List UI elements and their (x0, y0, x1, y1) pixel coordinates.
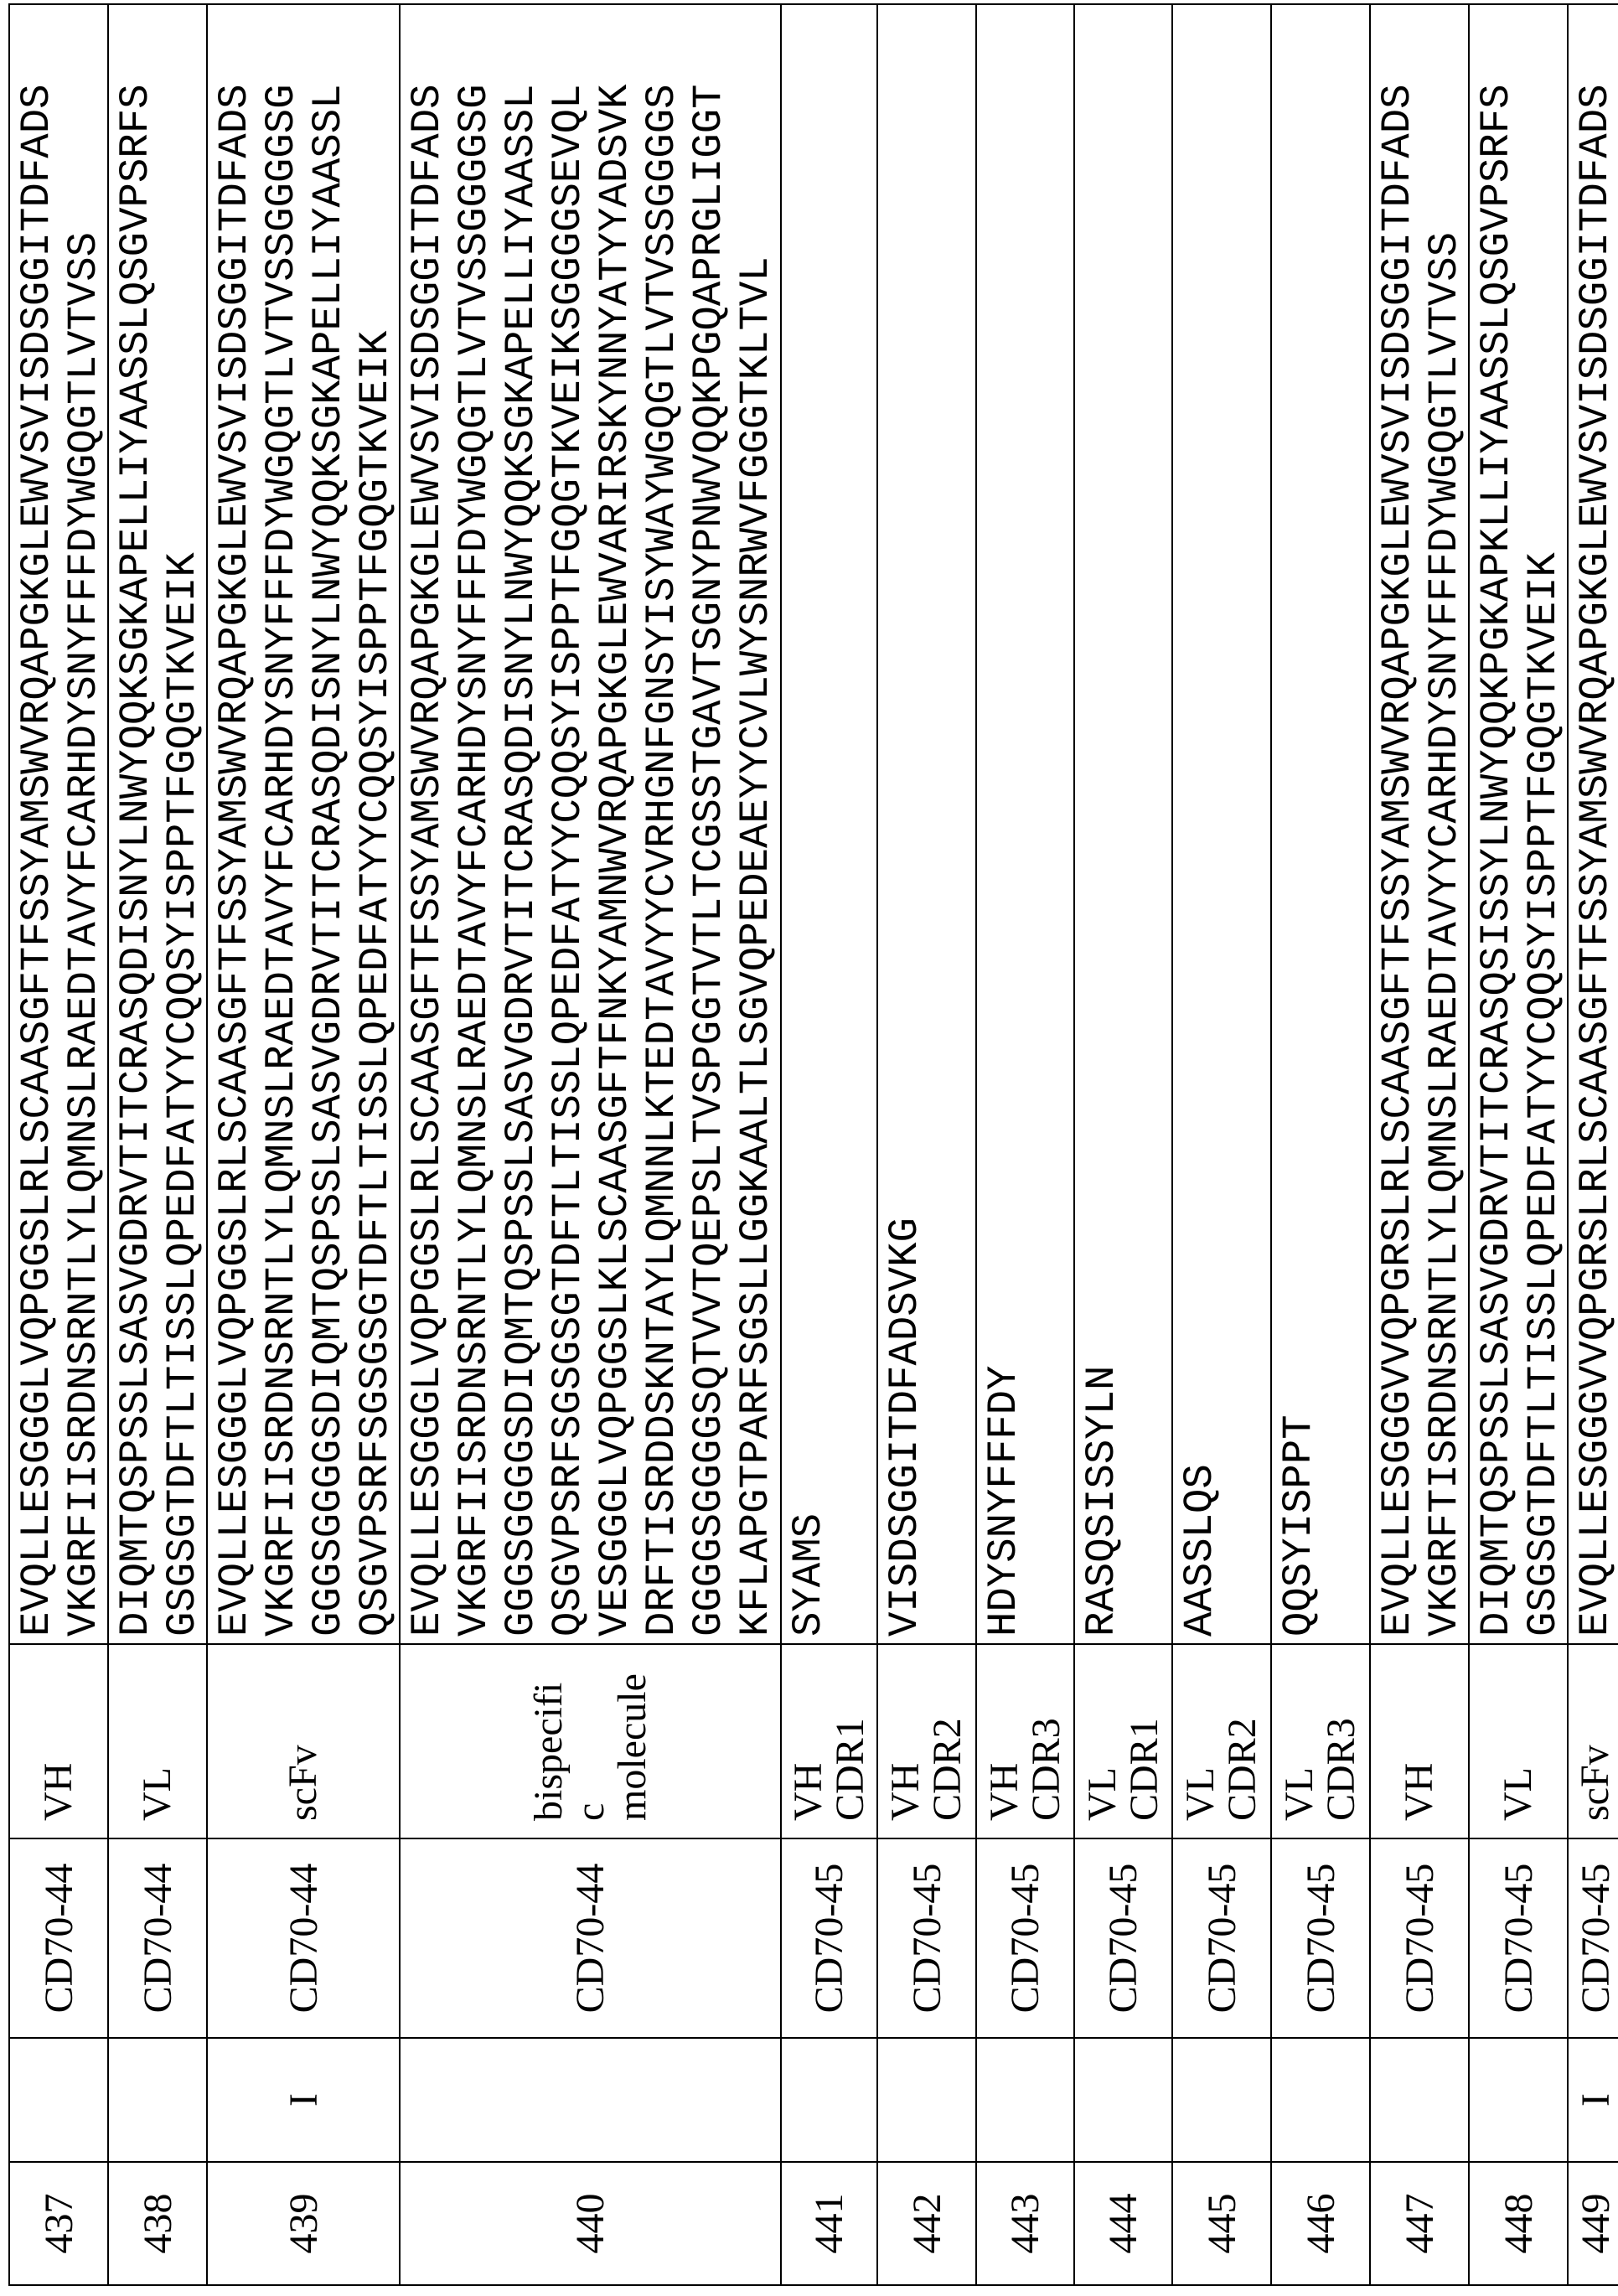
table-row (207, 4, 400, 2285)
sequence-cell (207, 4, 400, 1644)
sequence-table (8, 3, 1618, 2286)
table-row (1370, 4, 1469, 2285)
region-type: VL (1497, 1670, 1539, 1821)
seq-id-number: 444 (1074, 2162, 1172, 2285)
antibody-name: CD70-44 (9, 1838, 108, 2038)
mark-cell (976, 2038, 1074, 2162)
region-type: VH CDR3 (984, 1670, 1067, 1821)
region-type-cell (1271, 1644, 1370, 1838)
region-type: scFv (1574, 1670, 1616, 1821)
mark-cell (1172, 2038, 1271, 2162)
sequence-line: EVQLLESGGGVVQPGRSLRLSCAASGFTFSSYAMSWVRQAPGKGLEWVSVISDSGGITDFADS (1572, 5, 1618, 1637)
sequence-line: DIQMTQSPSSLSASVGDRVTITCRASQDISNYLNWYQQKSGKAPELLIYAASSLQSGVPSRFS (112, 5, 159, 1637)
sequence-line: SYAMS (785, 5, 832, 1637)
table-row (1469, 4, 1568, 2285)
seq-id-number: 439 (207, 2162, 400, 2285)
sequence-line: GSGSGTDFTLTISSLQPEDFATYYCQQSYISPPTFGQGTKVEIK (1520, 5, 1567, 1637)
table-row (400, 4, 781, 2285)
region-type: bispecific molecule (528, 1670, 654, 1821)
sequence-line: QQSYISPPT (1275, 5, 1322, 1637)
region-type-cell (781, 1644, 877, 1838)
sequence-line: VESGGGLVQPGGSLKLSCAASGFTFNKYAMNWVRQAPGKGLEWVARIRSKYNNYATYYADSVK (592, 5, 638, 1637)
seq-id-number: 441 (781, 2162, 877, 2285)
sequence-cell (877, 4, 976, 1644)
seq-id-number: 442 (877, 2162, 976, 2285)
antibody-name: CD70-44 (400, 1838, 781, 2038)
table-row (1074, 4, 1172, 2285)
sequence-line: VKGRFIISRDNSRNTLYLQMNSLRAEDTAVYFCARHDYSNYFFFDYWGQGTLVTVSSGGGGSG (258, 5, 305, 1637)
antibody-name: CD70-45 (781, 1838, 877, 2038)
mark-cell (1074, 2038, 1172, 2162)
antibody-name: CD70-45 (976, 1838, 1074, 2038)
mark-cell (1370, 2038, 1469, 2162)
sequence-cell (781, 4, 877, 1644)
region-type-cell (1568, 1644, 1618, 1838)
sequence-line: EVQLLESGGGVVQPGRSLRLSCAASGFTFSSYAMSWVRQAPGKGLEWVSVISDSGGITDFADS (1374, 5, 1421, 1637)
sequence-line: QSGVPSRFSGSGSGTDFTLTISSLQPEDFATYYCQQSYISPPTFGQGTKVEIK (352, 5, 399, 1637)
table-row (1568, 4, 1618, 2285)
region-type: VL (137, 1670, 178, 1821)
sequence-line: GGGSGGGGSDIQMTQSPSSLSASVGDRVTITCRASQDISNYLNWYQQKSGKAPELLIYAASSL (498, 5, 545, 1637)
sequence-cell (108, 4, 207, 1644)
mark-cell (877, 2038, 976, 2162)
mark-cell (1271, 2038, 1370, 2162)
antibody-name: CD70-45 (1271, 1838, 1370, 2038)
sequence-line: AASSLQS (1176, 5, 1223, 1637)
sequence-line: VKGRFIISRDNSRNTLYLQMNSLRAEDTAVYFCARHDYSNYFFFDYWGQGTLVTVSS (60, 5, 107, 1637)
mark-cell: I (207, 2038, 400, 2162)
antibody-name: CD70-44 (108, 1838, 207, 2038)
region-type: VL CDR3 (1279, 1670, 1362, 1821)
seq-id-number: 443 (976, 2162, 1074, 2285)
mark-cell (781, 2038, 877, 2162)
sequence-line: DIQMTQSPSSLSASVGDRVTITCRASQSISSYLNWYQQKPGKAPKLLIYAASSLQSGVPSRFS (1473, 5, 1520, 1637)
sequence-line: GGGSGGGGSDIQMTQSPSSLSASVGDRVTITCRASQDISNYLNWYQQKSGKAPELLIYAASSL (305, 5, 352, 1637)
region-type: VL CDR2 (1180, 1670, 1264, 1821)
sequence-line: VKGRFTISRDNSRNTLYLQMNSLRAEDTAVYYCARHDYSNYFFFDYWGQGTLVTVSS (1421, 5, 1468, 1637)
sequence-line: VKGRFIISRDNSRNTLYLQMNSLRAEDTAVYFCARHDYSNYFFFDYWGQGTLVTVSSGGGGSG (451, 5, 498, 1637)
sequence-cell (1074, 4, 1172, 1644)
region-type: VH (38, 1670, 80, 1821)
region-type: VL CDR1 (1082, 1670, 1166, 1821)
mark-cell (9, 2038, 108, 2162)
seq-id-number: 448 (1469, 2162, 1568, 2285)
region-type-cell (9, 1644, 108, 1838)
antibody-name: CD70-45 (1074, 1838, 1172, 2038)
sequence-line: EVQLLESGGGLVQPGGSLRLSCAASGFTFSSYAMSWVRQAPGKGLEWVSVISDSGGITDFADS (13, 5, 60, 1637)
region-type: VH (1398, 1670, 1440, 1821)
sequence-cell (1271, 4, 1370, 1644)
seq-id-number: 440 (400, 2162, 781, 2285)
sequence-line: VISDSGGITDFADSVKG (881, 5, 928, 1637)
mark-cell (108, 2038, 207, 2162)
antibody-name: CD70-45 (1370, 1838, 1469, 2038)
table-row (9, 4, 108, 2285)
sequence-line: EVQLLESGGGLVQPGGSLRLSCAASGFTFSSYAMSWVRQAPGKGLEWVSVISDSGGITDFADS (211, 5, 258, 1637)
region-type-cell (1172, 1644, 1271, 1838)
sequence-cell (1568, 4, 1618, 1644)
seq-id-number: 447 (1370, 2162, 1469, 2285)
mark-cell (1469, 2038, 1568, 2162)
antibody-name: CD70-44 (207, 1838, 400, 2038)
seq-id-number: 449 (1568, 2162, 1618, 2285)
table-row (781, 4, 877, 2285)
region-type-cell (1074, 1644, 1172, 1838)
sequence-cell (400, 4, 781, 1644)
region-type: VH CDR2 (885, 1670, 969, 1821)
table-row (976, 4, 1074, 2285)
seq-id-number: 438 (108, 2162, 207, 2285)
sequence-line: DRFTISRDDSKNTAYLQMNNLKTEDTAVYYCVRHGNFGNSYISYWAYWGQGTLVTVSSGGGGS (638, 5, 685, 1637)
region-type-cell (877, 1644, 976, 1838)
table-row (1172, 4, 1271, 2285)
mark-cell (400, 2038, 781, 2162)
region-type-cell (108, 1644, 207, 1838)
antibody-name: CD70-45 (1469, 1838, 1568, 2038)
region-type-cell (207, 1644, 400, 1838)
table-row (1271, 4, 1370, 2285)
sequence-line: QSGVPSRFSGSGSGTDFTLTISSLQPEDFATYYCQQSYISPPTFGQGTKVEIKSGGGGSEVQL (545, 5, 592, 1637)
table-row (877, 4, 976, 2285)
region-type-cell (1370, 1644, 1469, 1838)
sequence-cell (1172, 4, 1271, 1644)
region-type: scFv (282, 1670, 324, 1821)
sequence-line: HDYSNYFFFDY (980, 5, 1027, 1637)
mark-cell: I (1568, 2038, 1618, 2162)
region-type-cell (1469, 1644, 1568, 1838)
region-type-cell (400, 1644, 781, 1838)
table-row (108, 4, 207, 2285)
antibody-name: CD70-45 (1172, 1838, 1271, 2038)
seq-id-number: 437 (9, 2162, 108, 2285)
region-type-cell (976, 1644, 1074, 1838)
sequence-line: RASQSISSYLN (1078, 5, 1125, 1637)
sequence-line: GSGSGTDFTLTISSLQPEDFATYYCQQSYISPPTFGQGTKVEIK (159, 5, 206, 1637)
sequence-table-body (9, 4, 1618, 2285)
sequence-cell (976, 4, 1074, 1644)
sequence-line: EVQLLESGGGLVQPGGSLRLSCAASGFTFSSYAMSWVRQAPGKGLEWVSVISDSGGITDFADS (404, 5, 451, 1637)
sequence-cell (1469, 4, 1568, 1644)
sequence-cell (9, 4, 108, 1644)
seq-id-number: 445 (1172, 2162, 1271, 2285)
sequence-cell (1370, 4, 1469, 1644)
seq-id-number: 446 (1271, 2162, 1370, 2285)
sequence-line: GGGGSGGGGSQTVVTQEPSLTVSPGGTVTLTCGSSTGAVTSGNYPNWVQQKPGQAPRGLIGGT (685, 5, 732, 1637)
sequence-line: KFLAPGTPARFSGSLLGGKAALTLSGVQPEDEAEYYCVLWYSNRWVFGGGTKLTVL (732, 5, 779, 1637)
antibody-name: CD70-45 (877, 1838, 976, 2038)
region-type: VH CDR1 (788, 1670, 871, 1821)
antibody-name: CD70-45 (1568, 1838, 1618, 2038)
